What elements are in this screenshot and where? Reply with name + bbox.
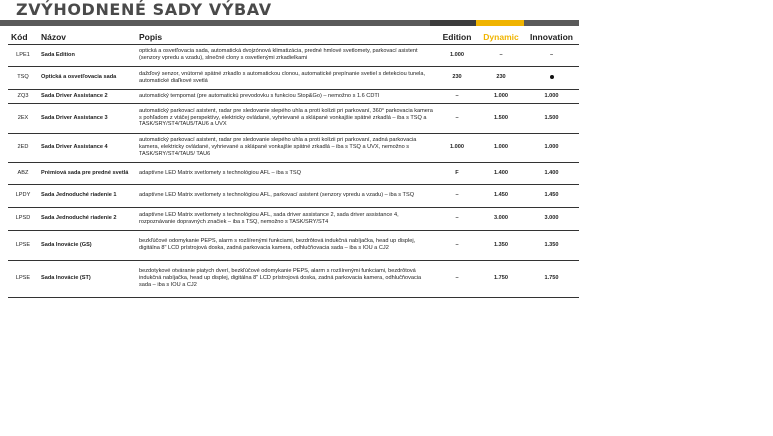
cell-edition: – — [436, 89, 478, 103]
cell-dynamic: 230 — [478, 66, 524, 89]
cell-edition: – — [436, 230, 478, 260]
cell-name: Sada Driver Assistance 3 — [38, 103, 136, 133]
cell-name: Prémiová sada pre predné svetlá — [38, 162, 136, 184]
cell-edition: – — [436, 184, 478, 207]
cell-innovation — [524, 66, 579, 89]
cell-edition: – — [436, 260, 478, 297]
header-color-bars — [0, 20, 773, 26]
bar-left — [0, 20, 430, 26]
cell-edition: – — [436, 103, 478, 133]
cell-innovation: 3.000 — [524, 207, 579, 230]
cell-innovation: 1.450 — [524, 184, 579, 207]
cell-dynamic: 1.400 — [478, 162, 524, 184]
cell-innovation: 1.000 — [524, 133, 579, 162]
cell-desc: adaptívne LED Matrix svetlomety s technológiou AFL, sada driver assistance 2, sada driver assistance 4, rozpoznávanie dopravných značiek – iba s TSQ, nemožno s TASK/SRY/ST4 — [136, 207, 436, 230]
cell-edition: 1.000 — [436, 133, 478, 162]
cell-desc: dažďový senzor, vnútorné spätné zrkadlo s automatickou clonou, automatické prepínanie svetiel s detekciou tunela, automatické diaľkové svetlá — [136, 66, 436, 89]
cell-dynamic: 1.000 — [478, 133, 524, 162]
table-row — [8, 184, 579, 207]
col-header-name: Názov — [38, 28, 136, 44]
cell-dynamic: – — [478, 44, 524, 66]
bar-innovation — [524, 20, 579, 26]
cell-edition: 230 — [436, 66, 478, 89]
cell-desc: bezdotykové otváranie piatych dverí, bezkľúčové odomykanie PEPS, alarm s rozšírenými funkciami, bezdrôtová indukčná nabíjačka, head up displej, digitálna 8" LCD prístrojová doska, zadná parkovacia kamera, odhlučňovacia sada – iba s IOU a CJ2 — [136, 260, 436, 297]
col-header-dynamic: Dynamic — [478, 28, 524, 44]
cell-innovation: 1.500 — [524, 103, 579, 133]
cell-edition: F — [436, 162, 478, 184]
cell-dynamic: 1.450 — [478, 184, 524, 207]
bar-dynamic — [476, 20, 524, 26]
cell-name: Sada Jednoduché riadenie 1 — [38, 184, 136, 207]
cell-dynamic: 1.750 — [478, 260, 524, 297]
col-header-desc: Popis — [136, 28, 436, 44]
table-row — [8, 103, 579, 133]
col-header-innovation: Innovation — [524, 28, 579, 44]
equipment-packages-table — [8, 28, 579, 298]
cell-code: 2ED — [8, 133, 38, 162]
table-row — [8, 260, 579, 297]
table-header-row — [8, 28, 579, 44]
cell-innovation: 1.400 — [524, 162, 579, 184]
cell-code: TSQ — [8, 66, 38, 89]
table-row — [8, 89, 579, 103]
table-row — [8, 133, 579, 162]
cell-dynamic: 1.500 — [478, 103, 524, 133]
cell-edition: – — [436, 207, 478, 230]
standard-equipment-dot-icon — [550, 75, 554, 79]
cell-code: LPSD — [8, 207, 38, 230]
cell-desc: automatický tempomat (pre automatickú prevodovku s funkciou Stop&Go) – nemožno s 1.6 CDTI — [136, 89, 436, 103]
cell-innovation: – — [524, 44, 579, 66]
cell-desc: automatický parkovací asistent, radar pre sledovanie slepého uhla a proti kolízii pri parkovaní, zadná parkovacia kamera, elektricky ovládané, vyhrievané a sklápané vonkajšie spätné zrkadlá – iba s TSQ a UVX, nemožno s TASK/SRY/ST4/TAU5/ TAU6 — [136, 133, 436, 162]
bar-edition — [430, 20, 476, 26]
cell-name: Optická a osvetľovacia sada — [38, 66, 136, 89]
cell-code: ABZ — [8, 162, 38, 184]
cell-desc: bezkľúčové odomykanie PEPS, alarm s rozšírenými funkciami, bezdrôtová indukčná nabíjačka, head up displej, digitálna 8" LCD prístrojová doska, zadná parkovacia kamera, odhlučňovacia sada – iba s IOU a CJ2 — [136, 230, 436, 260]
cell-desc: adaptívne LED Matrix svetlomety s technológiou AFL, parkovací asistent (senzory vpredu a vzadu) – iba s TSQ — [136, 184, 436, 207]
table-row — [8, 162, 579, 184]
cell-code: ZQ3 — [8, 89, 38, 103]
cell-name: Sada Inovácie (GS) — [38, 230, 136, 260]
col-header-edition: Edition — [436, 28, 478, 44]
cell-name: Sada Inovácie (ST) — [38, 260, 136, 297]
cell-innovation: 1.000 — [524, 89, 579, 103]
cell-name: Sada Edition — [38, 44, 136, 66]
cell-dynamic: 1.350 — [478, 230, 524, 260]
cell-edition: 1.000 — [436, 44, 478, 66]
table-row — [8, 44, 579, 66]
table-row — [8, 230, 579, 260]
cell-code: 2EX — [8, 103, 38, 133]
cell-code: LPE1 — [8, 44, 38, 66]
col-header-code: Kód — [8, 28, 38, 44]
cell-desc: optická a osvetľovacia sada, automatická dvojzónová klimatizácia, predné hmlové svetlomety, parkovací asistent (senzory vpredu a vzadu), slnečné clony s osvetlenými zrkadielkami — [136, 44, 436, 66]
cell-innovation: 1.750 — [524, 260, 579, 297]
cell-name: Sada Jednoduché riadenie 2 — [38, 207, 136, 230]
cell-dynamic: 3.000 — [478, 207, 524, 230]
page-title: ZVÝHODNENÉ SADY VÝBAV — [16, 0, 272, 19]
cell-code: LPDY — [8, 184, 38, 207]
table-row — [8, 207, 579, 230]
cell-desc: automatický parkovací asistent, radar pre sledovanie slepého uhla a proti kolízii pri parkovaní, 360° parkovacia kamera s pohľadom z vtáčej perspektívy, elektricky ovládané, vyhrievané a sklápané vonkajšie spätné zrkadlá – iba s TSQ a TASK/SRY/ST4/TAU5/TAU6 a UVX — [136, 103, 436, 133]
table-row — [8, 66, 579, 89]
cell-name: Sada Driver Assistance 4 — [38, 133, 136, 162]
cell-innovation: 1.350 — [524, 230, 579, 260]
cell-name: Sada Driver Assistance 2 — [38, 89, 136, 103]
cell-code: LPSE — [8, 260, 38, 297]
cell-dynamic: 1.000 — [478, 89, 524, 103]
cell-code: LPSE — [8, 230, 38, 260]
cell-desc: adaptívne LED Matrix svetlomety s technológiou AFL – iba s TSQ — [136, 162, 436, 184]
